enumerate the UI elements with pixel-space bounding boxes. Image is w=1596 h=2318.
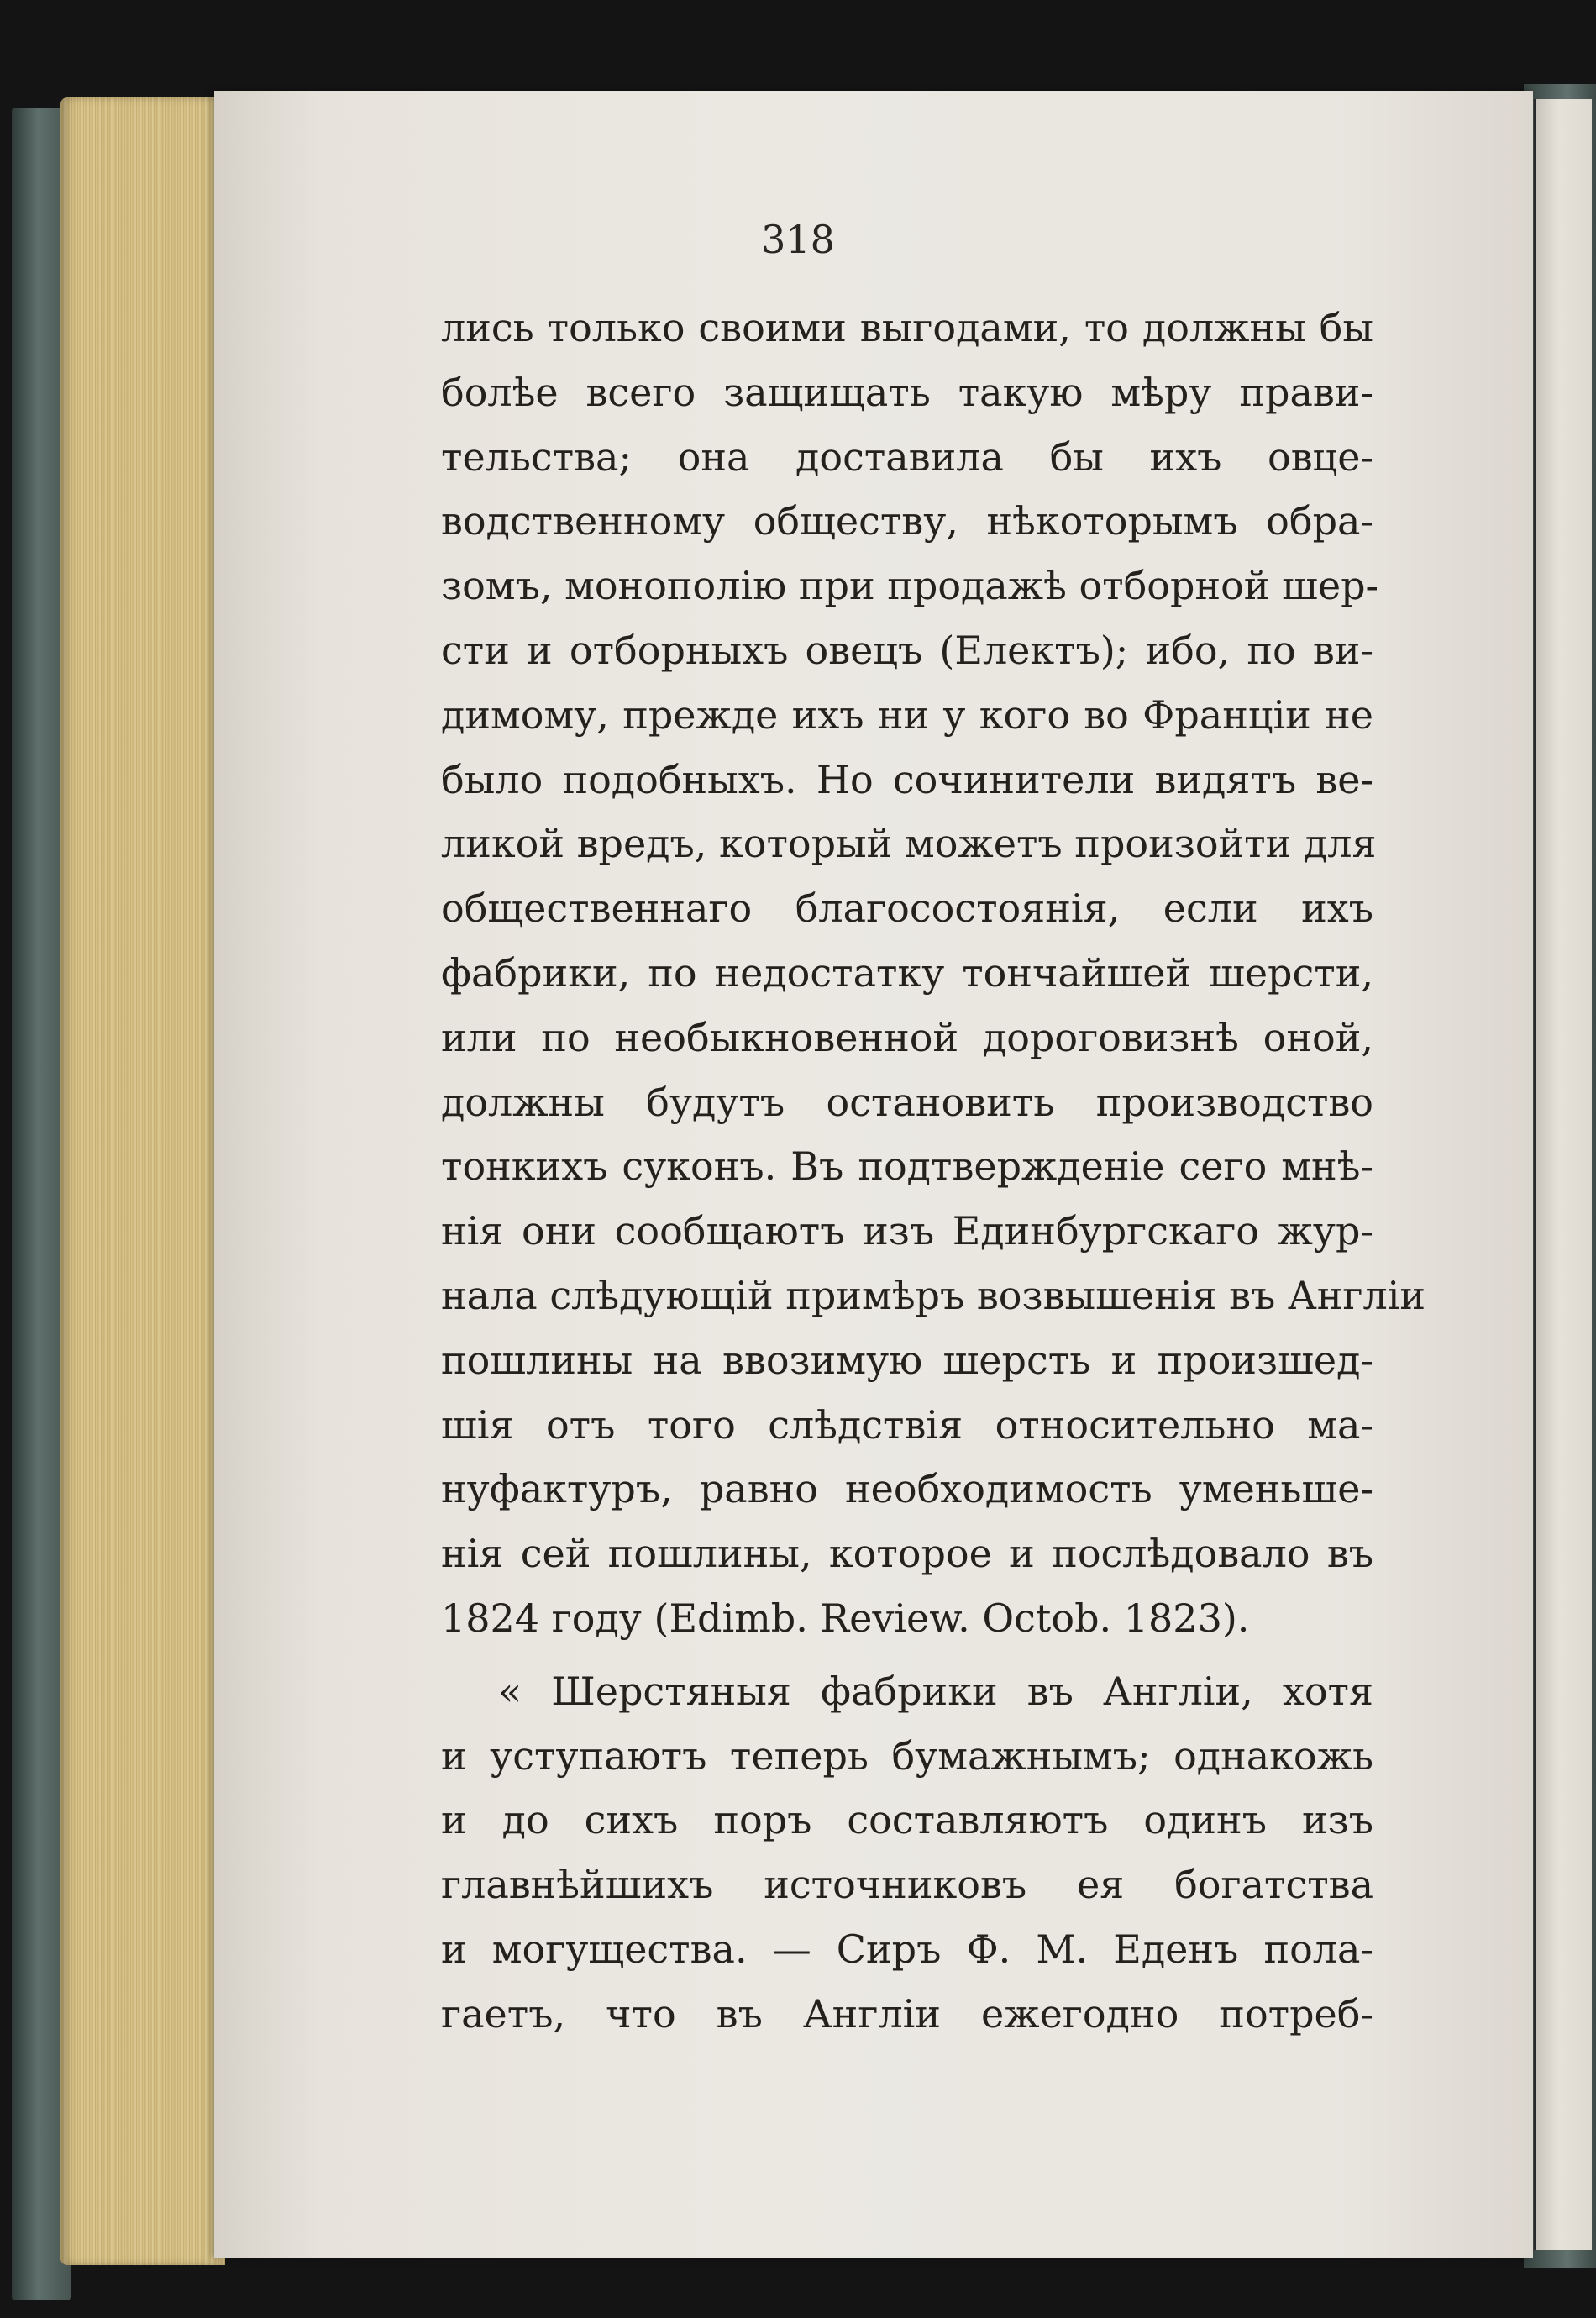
page-edges xyxy=(60,97,225,2265)
text-line: главнѣйшихъ источниковъ ея богатства xyxy=(441,1862,1373,1908)
text-line: лись только своими выгодами, то должны бы xyxy=(441,305,1373,350)
text-line: и уступаютъ теперь бумажнымъ; однакожь xyxy=(441,1732,1373,1779)
paragraph-1 xyxy=(441,296,1426,1651)
text-line: тонкихъ суконъ. Въ подтвержденіе сего мнѣ- xyxy=(441,1143,1373,1190)
text-line: и до сихъ поръ составляютъ одинъ изъ xyxy=(441,1797,1373,1843)
text-line: фабрики, по недостатку тончайшей шерсти, xyxy=(441,949,1373,996)
text-line: гаетъ, что въ Англіи ежегодно потреб- xyxy=(441,1990,1373,2037)
text-line: шія отъ того слѣдствія относительно ма- xyxy=(441,1401,1373,1448)
text-line: нуфактуръ, равно необходимость уменьше- xyxy=(441,1466,1373,1512)
text-line: было подобныхъ. Но сочинители видятъ ве- xyxy=(441,756,1373,802)
text-line: должны будутъ остановить производство xyxy=(441,1079,1373,1125)
text-line: димому, прежде ихъ ни у кого во Франціи не xyxy=(441,691,1373,738)
text-line: или по необыкновенной дороговизнѣ оной, xyxy=(441,1014,1373,1060)
text-line: тельства; она доставила бы ихъ овце- xyxy=(441,434,1373,480)
text-line: пошлины на ввозимую шерсть и произшед- xyxy=(441,1337,1373,1383)
page-number: 318 xyxy=(761,217,835,262)
text-line: общественнаго благосостоянія, если ихъ xyxy=(441,886,1373,932)
text-line: нія сей пошлины, которое и послѣдовало въ xyxy=(441,1531,1373,1577)
paragraph-2 xyxy=(441,1659,1373,2047)
text-line: болѣе всего защищать такую мѣру прави- xyxy=(441,369,1373,415)
text-line: нія они сообщаютъ изъ Единбургскаго жур- xyxy=(441,1208,1373,1254)
text-line: водственному обществу, нѣкоторымъ обра- xyxy=(441,498,1373,544)
text-line: и могущества. — Сиръ Ф. М. Еденъ пола- xyxy=(441,1926,1373,1972)
text-line: ликой вредъ, который можетъ произойти для xyxy=(441,821,1377,867)
text-line-last: 1824 году (Edimb. Review. Octob. 1823). xyxy=(441,1595,1250,1641)
text-line: нала слѣдующій примѣръ возвышенія въ Англіи xyxy=(441,1272,1426,1318)
text-line: сти и отборныхъ овецъ (Електъ); ибо, по ви- xyxy=(441,627,1373,673)
facing-page-edge xyxy=(1534,99,1592,2250)
page-text xyxy=(441,296,1426,2047)
text-line: « Шерстяныя фабрики въ Англіи, хотя xyxy=(498,1668,1373,1714)
text-line: зомъ, монополію при продажѣ отборной шер- xyxy=(441,563,1379,609)
